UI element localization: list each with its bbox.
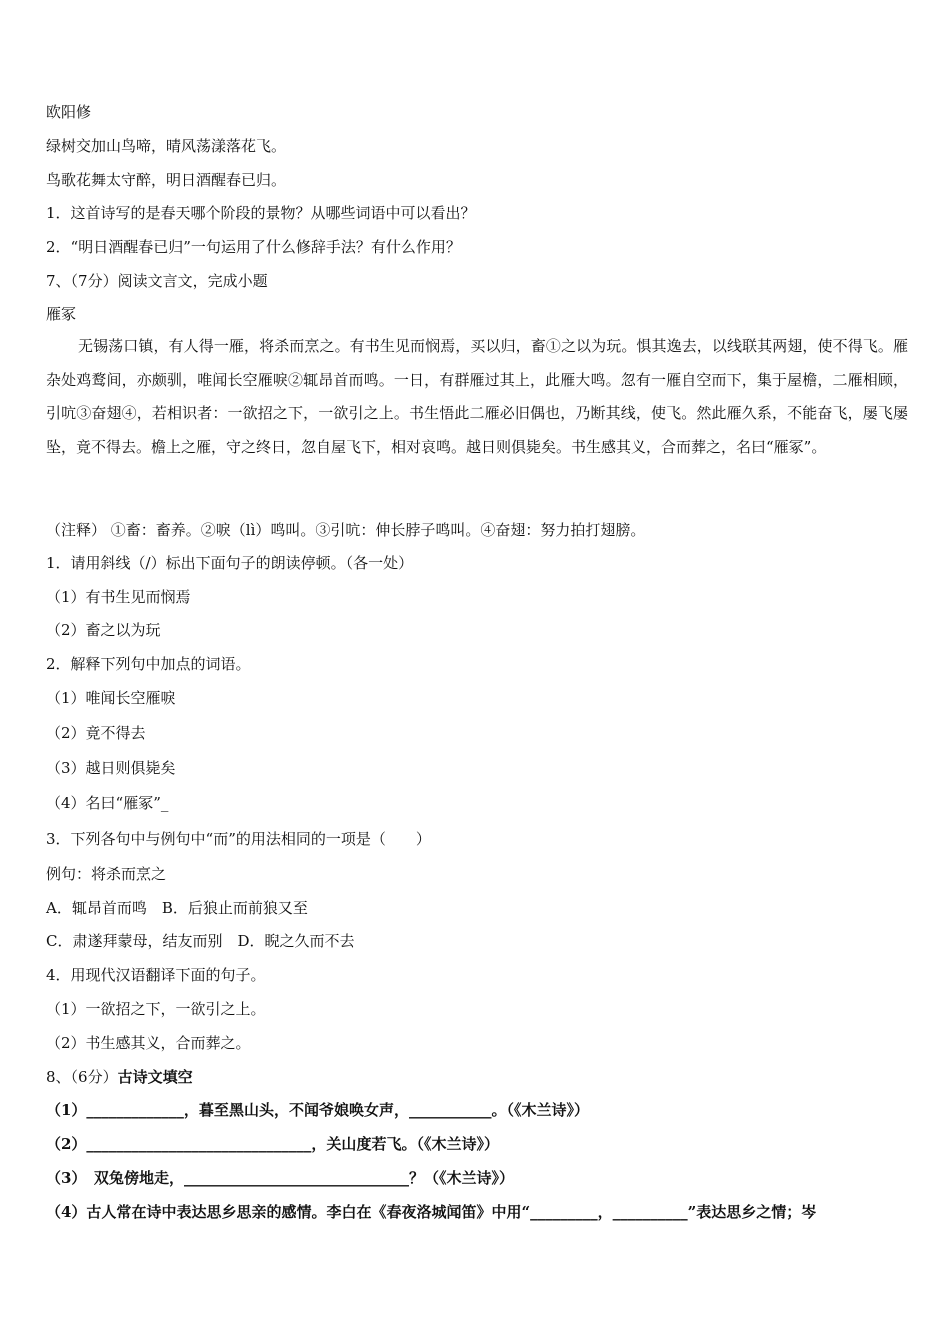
- question-2-part-4: （4）名曰“雁冢”_: [46, 794, 169, 812]
- question-2-part-3: （3）越日则俱毙矣: [46, 759, 176, 777]
- question-3-options-cd: C．肃遂拜蒙母，结友而别 D．睨之久而不去: [46, 932, 355, 950]
- fill-blank-1: （1）_____________，暮至黑山头，不闻爷娘唤女声，___________。（《木兰诗》）: [46, 1101, 589, 1119]
- question-1: 1．请用斜线（/）标出下面句子的朗读停顿。（各一处）: [46, 554, 414, 572]
- passage-notes: （注释） ①畜：畜养。②唳（lì）鸣叫。③引吭：伸长脖子鸣叫。④奋翅：努力拍打翅膀。: [46, 521, 646, 539]
- question-4: 4．用现代汉语翻译下面的句子。: [46, 966, 266, 984]
- section-8-score: 8、（6分）: [46, 1068, 118, 1086]
- section-8-heading: [46, 1067, 910, 1087]
- classical-passage: 无锡荡口镇，有人得一雁，将杀而烹之。有书生见而悯焉，买以归，畜①之以为玩。惧其逸去，以线联其两翅，使不得飞。雁杂处鸡鹜间，亦颇驯，唯闻长空雁唳②辄昂首而鸣。一日，有群雁过其上，此雁大鸣。忽有一雁自空而下，集于屋檐，二雁相顾，引吭③奋翅④，若相识者：一欲招之下，一欲引之上。书生悟此二雁必旧偶也，乃断其线，使飞。然此雁久系，不能奋飞，屡飞屡坠，竟不得去。檐上之雁，守之终日，忽自屋飞下，相对哀鸣。越日则俱毙矣。书生感其义，合而葬之，名曰“雁冢”。: [46, 337, 908, 456]
- poem-question-2: 2．“明日酒醒春已归”一句运用了什么修辞手法？有什么作用？: [46, 238, 461, 256]
- question-4-part-2: （2）书生感其义，合而葬之。: [46, 1034, 251, 1052]
- fill-blank-4: （4）古人常在诗中表达思乡思亲的感情。李白在《春夜洛城闻笛》中用“_________，__________”表达思乡之情；岑: [46, 1203, 817, 1221]
- question-2-part-2: （2）竟不得去: [46, 724, 146, 742]
- question-1-part-2: （2）畜之以为玩: [46, 621, 161, 639]
- question-3-example: 例句：将杀而烹之: [46, 865, 167, 883]
- fill-blank-3: （3） 双兔傍地走，______________________________？（《木兰诗》）: [46, 1169, 514, 1187]
- poem-line-2: 鸟歌花舞太守醉，明日酒醒春已归。: [46, 171, 287, 189]
- question-2-part-1: （1）唯闻长空雁唳: [46, 689, 176, 707]
- section-8-title: 古诗文填空: [117, 1068, 193, 1086]
- question-3-options-ab: A．辄昂首而鸣 B．后狼止而前狼又至: [46, 899, 308, 917]
- fill-blank-2: （2）______________________________，关山度若飞。（《木兰诗》）: [46, 1135, 499, 1153]
- section-7-heading: 7、（7分）阅读文言文，完成小题: [46, 272, 268, 290]
- question-4-part-1: （1）一欲招之下，一欲引之上。: [46, 1000, 266, 1018]
- poem-author: 欧阳修: [46, 103, 92, 121]
- question-2: 2．解释下列句中加点的词语。: [46, 655, 251, 673]
- poem-question-1: 1．这首诗写的是春天哪个阶段的景物？从哪些词语中可以看出？: [46, 204, 476, 222]
- question-3: 3．下列各句中与例句中“而”的用法相同的一项是（ ）: [46, 830, 431, 848]
- poem-line-1: 绿树交加山鸟啼，晴风荡漾落花飞。: [46, 137, 287, 155]
- question-1-part-1: （1）有书生见而悯焉: [46, 588, 191, 606]
- passage-title: 雁冢: [46, 305, 77, 323]
